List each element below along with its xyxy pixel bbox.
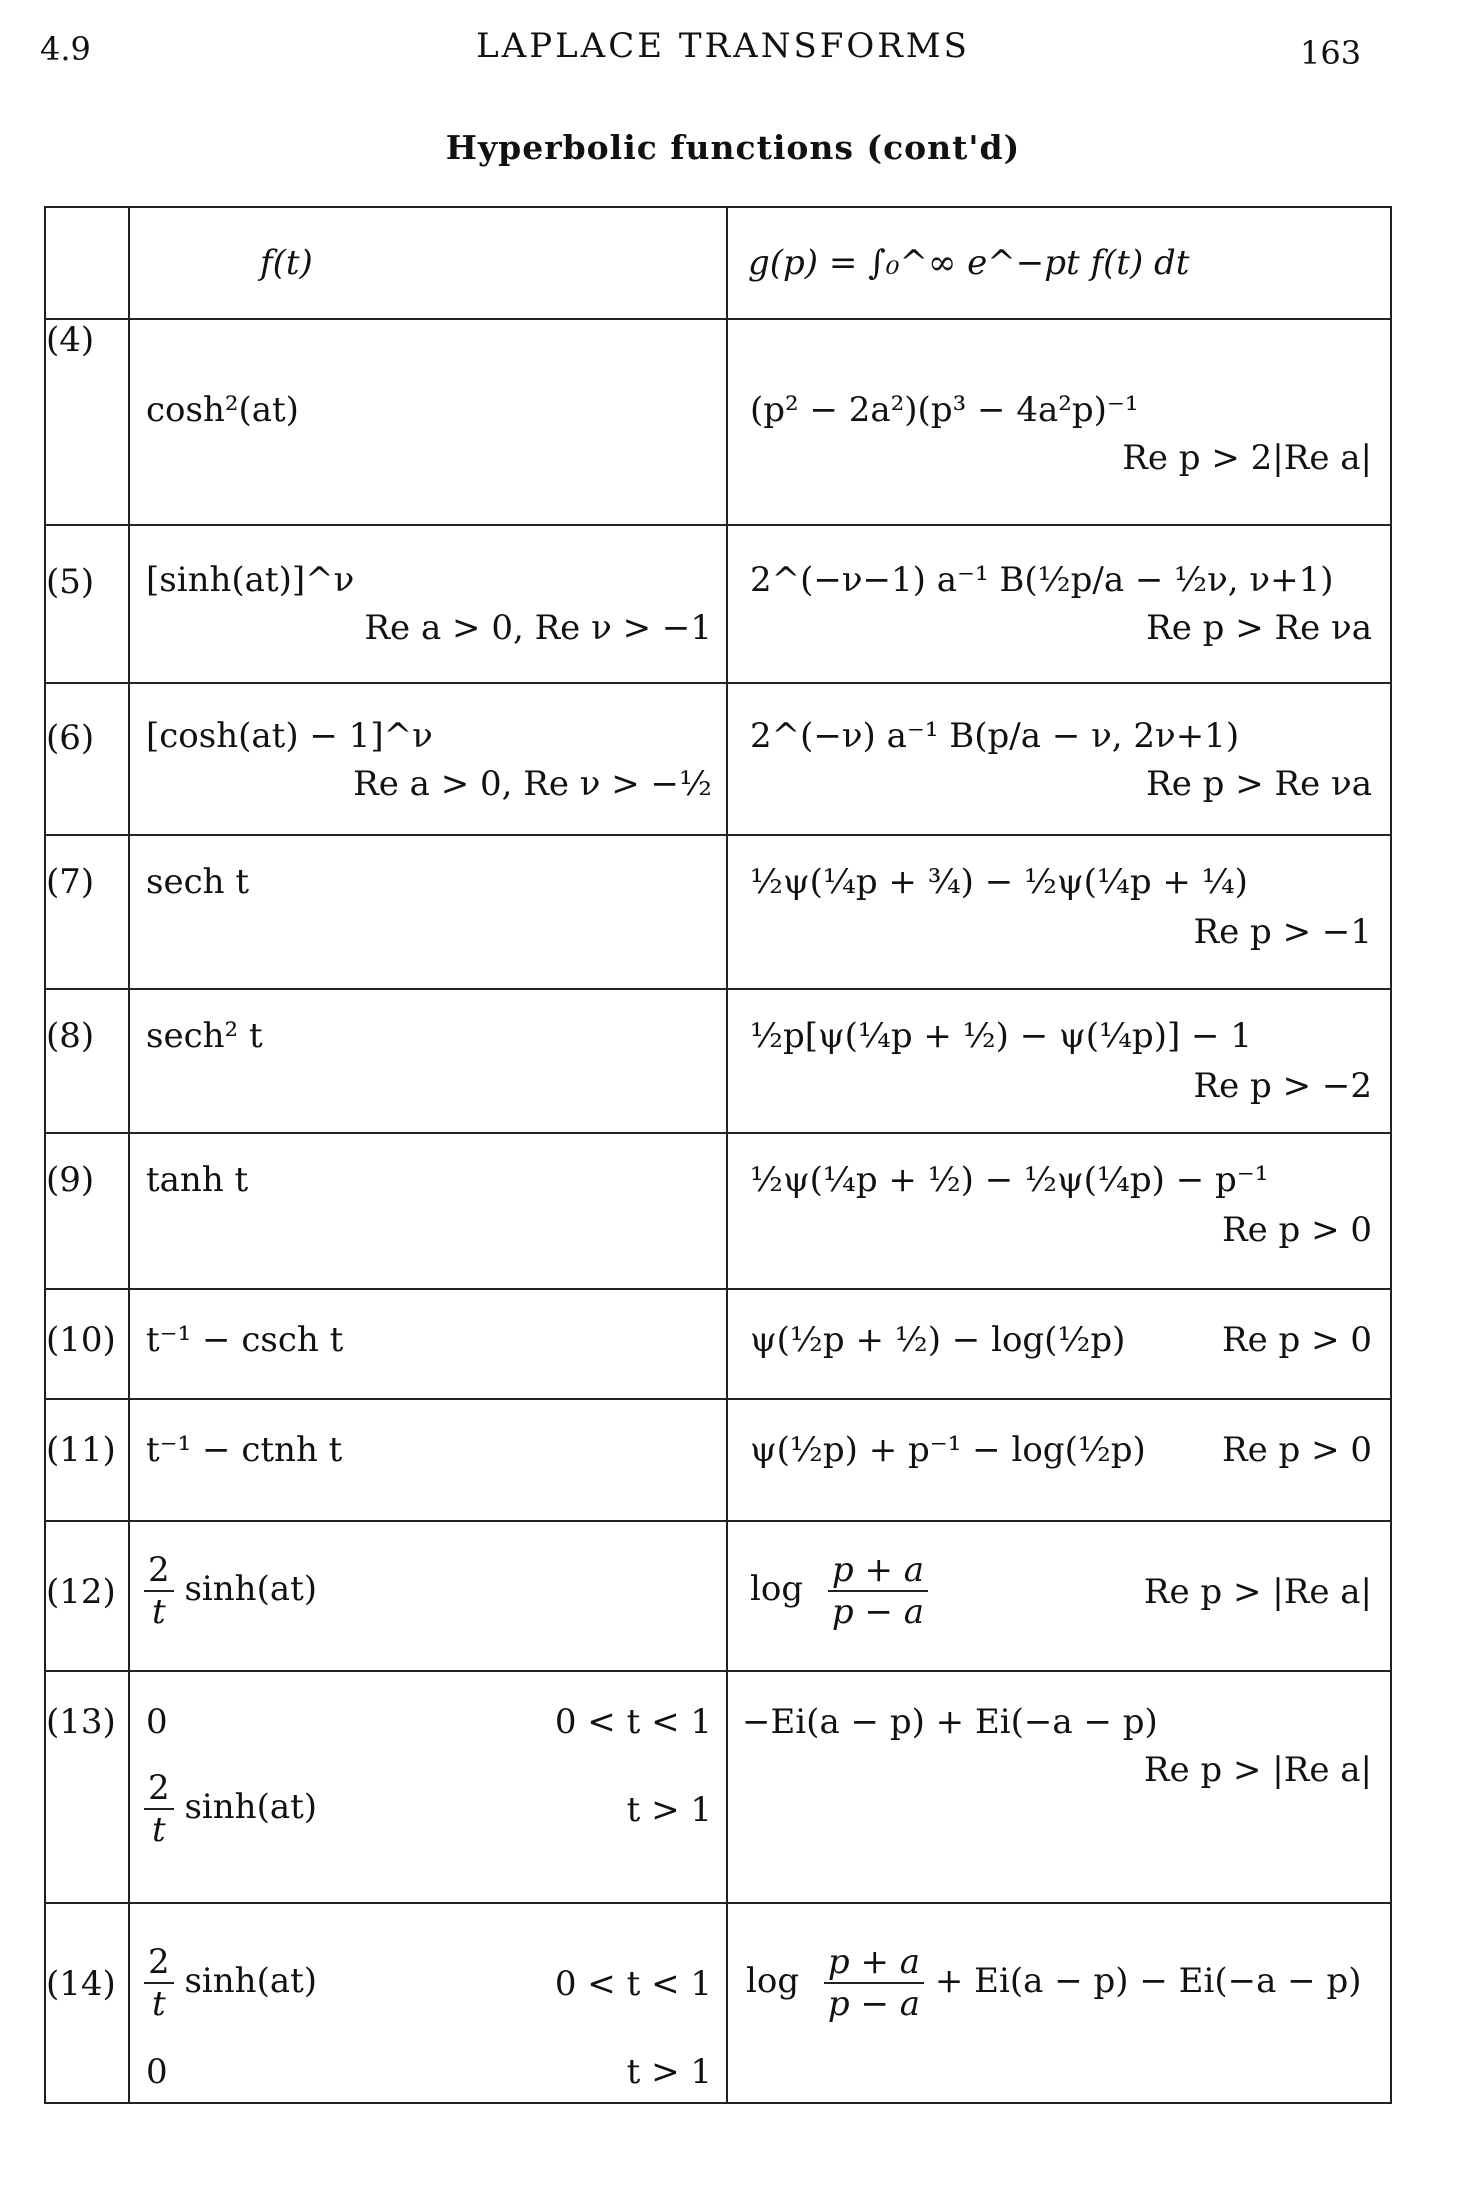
g-condition: Re p > 2|Re a| [1122,438,1372,478]
f-piece-1-condition: 0 < t < 1 [554,1964,712,2004]
g-condition: Re p > −1 [1193,912,1372,952]
g-cell [727,683,1391,835]
f-piece-2-condition: t > 1 [626,1790,712,1830]
f-cell [129,319,727,525]
g-expression: ψ(½p) + p⁻¹ − log(½p) [750,1430,1146,1470]
f-piece-1-condition: 0 < t < 1 [554,1702,712,1742]
fraction-2-over-t: $\frac{2}{t}$ [144,1942,174,2024]
f-expression: sech² t [146,1016,263,1056]
g-expression: ψ(½p + ½) − log(½p) [750,1320,1126,1360]
table-row [45,683,1391,835]
f-expression: sinh(at) [184,1569,318,1609]
g-expression: (p² − 2a²)(p³ − 4a²p)⁻¹ [750,390,1139,430]
row-number: (11) [45,1399,129,1521]
table-row [45,525,1391,683]
f-expression: tanh t [146,1160,249,1200]
g-cell [727,1133,1391,1289]
row-number: (13) [45,1671,129,1903]
g-cell [727,1289,1391,1399]
g-expression: ½ψ(¼p + ¾) − ½ψ(¼p + ¼) [750,862,1248,902]
g-cell [727,525,1391,683]
log-label: log [750,1569,804,1609]
running-title: LAPLACE TRANSFORMS [476,26,970,66]
fraction-p-plus-a-over-p-minus-a: $\frac{p + a}{p - a}$ [828,1550,928,1632]
f-cell [129,1903,727,2103]
f-piece-1: 0 [146,1702,168,1742]
f-cell [129,683,727,835]
f-condition: Re a > 0, Re ν > −½ [353,764,712,804]
f-expression: [sinh(at)]^ν [146,560,355,600]
row-number: (12) [45,1521,129,1671]
table-row [45,1671,1391,1903]
fraction-p-plus-a-over-p-minus-a: $\frac{p + a}{p - a}$ [824,1942,924,2024]
f-piece-1: sinh(at) [184,1961,318,2001]
table-row [45,989,1391,1133]
g-expression: −Ei(a − p) + Ei(−a − p) [742,1702,1158,1742]
g-condition: Re p > −2 [1193,1066,1372,1106]
row-number: (10) [45,1289,129,1399]
row-number: (5) [45,525,129,683]
f-expression: cosh²(at) [146,390,299,430]
g-expression: ½ψ(¼p + ½) − ½ψ(¼p) − p⁻¹ [750,1160,1269,1200]
table-row [45,319,1391,525]
f-cell [129,525,727,683]
g-expression: ½p[ψ(¼p + ½) − ψ(¼p)] − 1 [750,1016,1252,1056]
f-cell [129,989,727,1133]
table-row [45,1521,1391,1671]
table-row [45,1289,1391,1399]
g-cell [727,1399,1391,1521]
page-number: 163 [1300,34,1362,72]
f-piece-2-condition: t > 1 [626,2052,712,2092]
table-subtitle: Hyperbolic functions (cont'd) [445,128,1021,167]
f-expression: t⁻¹ − ctnh t [146,1430,343,1470]
table-row [45,1903,1391,2103]
f-cell [129,1399,727,1521]
row-number: (8) [45,989,129,1133]
f-cell [129,835,727,989]
g-condition: Re p > |Re a| [1143,1572,1372,1612]
num-header-cell [45,207,129,319]
g-cell [727,1671,1391,1903]
g-cell [727,319,1391,525]
g-column-header: g(p) = ∫₀^∞ e^−pt f(t) dt [727,207,1391,319]
row-number: (4) [45,319,129,525]
f-condition: Re a > 0, Re ν > −1 [364,608,712,648]
g-expression: 2^(−ν−1) a⁻¹ B(½p/a − ½ν, ν+1) [750,560,1334,600]
g-cell [727,1521,1391,1671]
section-number: 4.9 [40,30,91,68]
g-condition: Re p > |Re a| [1143,1750,1372,1790]
table-row [45,1399,1391,1521]
g-condition: Re p > 0 [1221,1320,1372,1360]
f-piece-2: sinh(at) [184,1787,318,1827]
g-cell [727,835,1391,989]
g-expression: 2^(−ν) a⁻¹ B(p/a − ν, 2ν+1) [750,716,1240,756]
g-condition: Re p > 0 [1221,1210,1372,1250]
g-cell [727,1903,1391,2103]
g-expression: + Ei(a − p) − Ei(−a − p) [934,1961,1362,2001]
f-piece-2: 0 [146,2052,168,2092]
f-cell [129,1671,727,1903]
f-cell [129,1133,727,1289]
f-expression: sech t [146,862,249,902]
table-header-row [45,207,1391,319]
f-cell [129,1521,727,1671]
row-number: (7) [45,835,129,989]
f-expression: t⁻¹ − csch t [146,1320,344,1360]
g-condition: Re p > 0 [1221,1430,1372,1470]
row-number: (9) [45,1133,129,1289]
table-row [45,1133,1391,1289]
row-number: (6) [45,683,129,835]
table-row [45,835,1391,989]
fraction-2-over-t: $\frac{2}{t}$ [144,1768,174,1850]
log-label: log [746,1961,800,2001]
f-cell [129,1289,727,1399]
row-number: (14) [45,1903,129,2103]
g-condition: Re p > Re νa [1146,608,1372,648]
laplace-table [44,206,1392,2104]
g-condition: Re p > Re νa [1146,764,1372,804]
f-column-header: f(t) [129,207,727,319]
fraction-2-over-t: $\frac{2}{t}$ [144,1550,174,1632]
f-expression: [cosh(at) − 1]^ν [146,716,433,756]
g-cell [727,989,1391,1133]
